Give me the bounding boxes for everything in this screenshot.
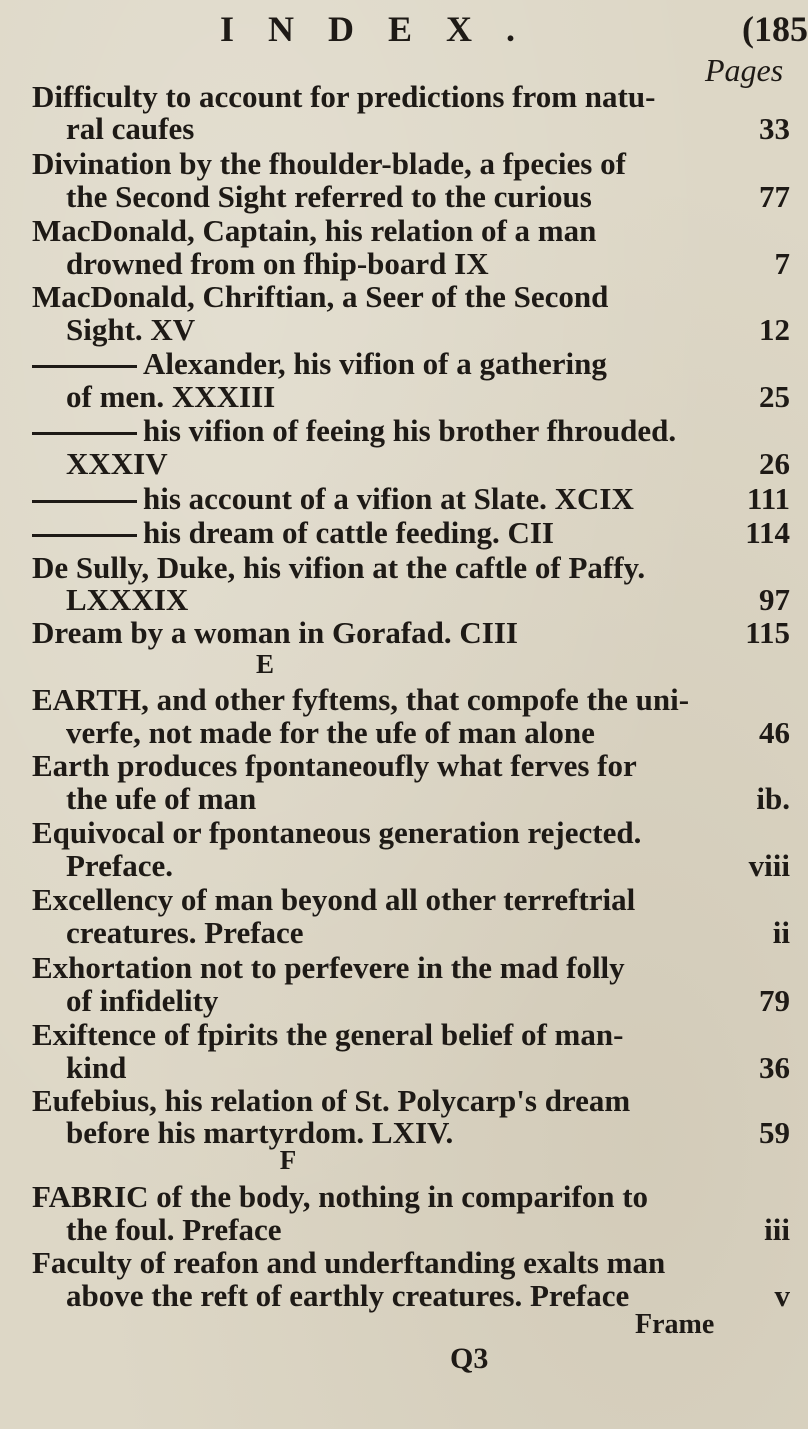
- entry-1-page: 33: [759, 111, 790, 146]
- entry-11-page: 46: [759, 715, 790, 750]
- entry-6-page: 26: [759, 446, 790, 481]
- entry-17-line-2: before his martyrdom. LXIV.: [66, 1115, 454, 1150]
- entry-7-text: his account of a vifion at Slate. XCIX: [143, 481, 634, 516]
- entry-3-page: 7: [774, 246, 790, 281]
- entry-17-page: 59: [759, 1115, 790, 1150]
- entry-19-line-1: Faculty of reafon and underftanding exalts man: [32, 1245, 666, 1280]
- entry-2-line-2: the Second Sight referred to the curious: [66, 179, 592, 214]
- entry-2-page: 77: [759, 179, 790, 214]
- entry-12-line-2: the ufe of man: [66, 781, 257, 816]
- entry-16-line-2: kind: [66, 1050, 127, 1085]
- ditto-dash: [32, 500, 137, 503]
- entry-1-line-2: ral caufes: [66, 111, 195, 146]
- entry-7-page: 111: [746, 481, 790, 516]
- entry-16-page: 36: [759, 1050, 790, 1085]
- entry-12-page: ib.: [756, 781, 790, 816]
- entry-13-page: viii: [748, 848, 790, 883]
- entry-19-line-2: above the reft of earthly creatures. Preface: [66, 1278, 630, 1313]
- entry-10-page: 115: [745, 615, 790, 650]
- entry-18-page: iii: [764, 1212, 790, 1247]
- section-letter-f: F: [279, 1145, 297, 1175]
- running-title: INDEX.: [220, 9, 550, 49]
- page-header: [0, 8, 808, 58]
- entry-11-line-2: verfe, not made for the ufe of man alone: [66, 715, 595, 750]
- entry-12-line-1: Earth produces fpontaneoufly what ferves for: [32, 748, 637, 783]
- entry-2-line-1: Divination by the fhoulder-blade, a fpecies of: [32, 146, 626, 181]
- signature-mark: Q3: [450, 1342, 489, 1375]
- entry-18-line-2: the foul. Preface: [66, 1212, 282, 1247]
- entry-15-line-2: of infidelity: [66, 983, 219, 1018]
- entry-14-line-2: creatures. Preface: [66, 915, 304, 950]
- entry-5-page: 25: [759, 379, 790, 414]
- entry-13-line-2: Preface.: [66, 848, 173, 883]
- page-folio: (185: [742, 9, 808, 49]
- ditto-dash: [32, 534, 137, 537]
- entry-13-line-1: Equivocal or fpontaneous generation rejected.: [32, 815, 642, 850]
- entry-14-line-1: Excellency of man beyond all other terreftrial: [32, 882, 636, 917]
- entry-8-text: his dream of cattle feeding. CII: [143, 515, 554, 550]
- entry-18-line-1: FABRIC of the body, nothing in comparifon to: [32, 1179, 649, 1214]
- ditto-dash: [32, 365, 137, 368]
- entry-14-page: ii: [772, 915, 790, 950]
- catchword: Frame: [635, 1309, 715, 1340]
- entry-4-line-1: MacDonald, Chriftian, a Seer of the Second: [32, 279, 609, 314]
- entry-19-page: v: [774, 1278, 790, 1313]
- entry-5-line-2: of men. XXXIII: [66, 379, 276, 414]
- ditto-dash: [32, 432, 137, 435]
- entry-6-text: his vifion of feeing his brother fhrouded.: [143, 413, 677, 448]
- entry-9-line-1: De Sully, Duke, his vifion at the caftle of Paffy.: [32, 550, 646, 585]
- entry-3-line-2: drowned from on fhip-board IX: [66, 246, 489, 281]
- entry-9-line-2: LXXXIX: [66, 582, 189, 617]
- entry-9-page: 97: [759, 582, 790, 617]
- entry-6-line-2: XXXIV: [66, 446, 168, 481]
- section-letter-e: E: [255, 649, 274, 679]
- entry-17-line-1: Eufebius, his relation of St. Polycarp's dream: [32, 1083, 631, 1118]
- entry-7-line-1: [32, 480, 634, 518]
- entry-5-text: Alexander, his vifion of a gathering: [143, 346, 607, 381]
- entry-3-line-1: MacDonald, Captain, his relation of a man: [32, 213, 597, 248]
- entry-11-line-1: EARTH, and other fyftems, that compofe the uni-: [32, 682, 690, 717]
- pages-column-label: Pages: [705, 52, 784, 88]
- entry-8-page: 114: [745, 515, 790, 550]
- entry-16-line-1: Exiftence of fpirits the general belief of man-: [32, 1017, 624, 1052]
- entry-4-page: 12: [759, 312, 790, 347]
- entry-15-page: 79: [759, 983, 790, 1018]
- entry-8-line-1: [32, 514, 554, 552]
- entry-4-line-2: Sight. XV: [66, 312, 196, 347]
- entry-10-line-1: Dream by a woman in Gorafad. CIII: [32, 615, 518, 650]
- entry-15-line-1: Exhortation not to perfevere in the mad folly: [32, 950, 625, 985]
- entry-1-line-1: Difficulty to account for predictions from natu-: [32, 79, 656, 114]
